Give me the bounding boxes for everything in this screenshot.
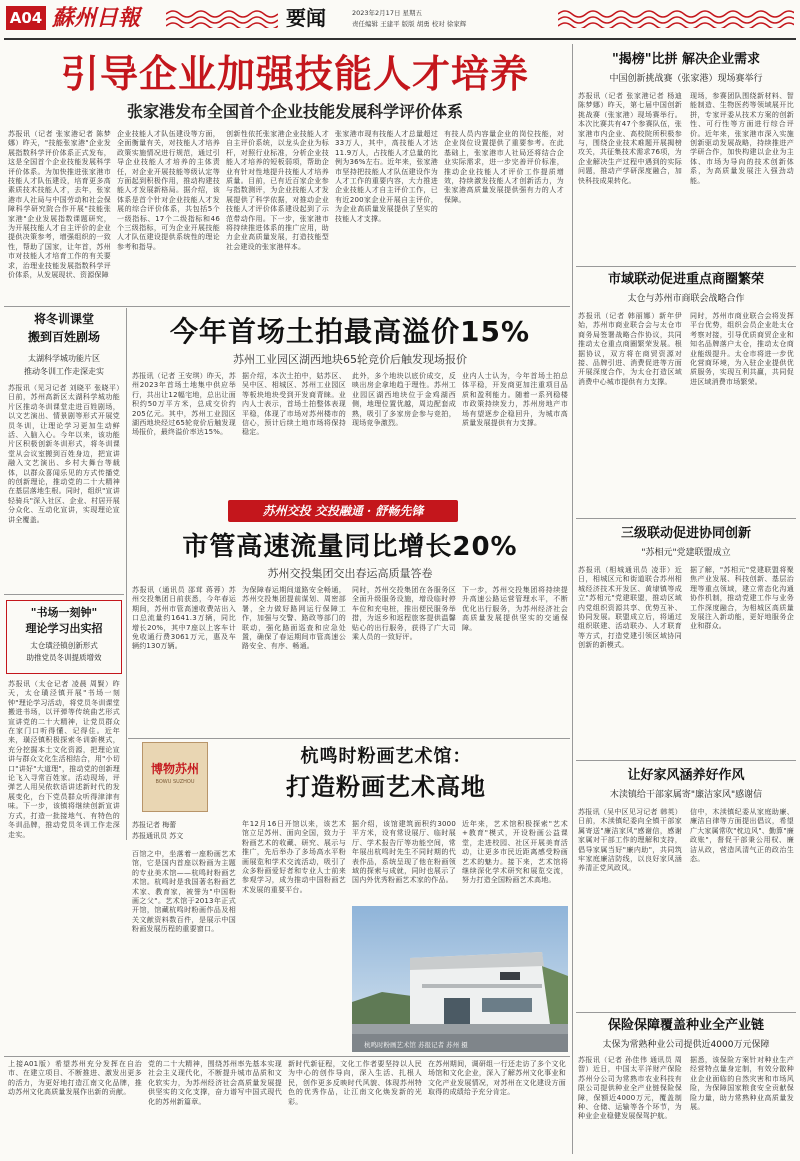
gaosu-col-4: 下一步，苏州交投集团将持续提升高速公路运营管理水平，不断优化出行服务，为苏州经济社会高质量发展提供坚实的交通保障。	[462, 586, 568, 632]
divider	[576, 1012, 796, 1013]
sanji-subtitle: "苏相元"党建联盟成立	[641, 548, 731, 558]
baoxian-title: 保险保障覆盖种业全产业链	[607, 1018, 764, 1033]
footer-col-4: 在苏州期间，调研组一行还走访了多个文化场馆和文化企业，深入了解苏州文化事业和文化产业发展情况，对苏州在文化建设方面取得的成绩给予充分肯定。	[428, 1060, 566, 1097]
fenhua-byline: 苏报记者 梅蕾 苏报通讯员 苏文	[132, 821, 184, 840]
issue-date: 2023年2月17日 星期五	[352, 9, 423, 17]
tudi-title: 今年首场土拍最高溢价15%	[169, 315, 531, 348]
shenghuo-text: 苏报讯（太仓记者 凌晨 周賢）昨天，太仓璜泾镇开展"书场一刻钟"理论学习活动，将党员冬训课堂搬进书场，以评弹等传统曲艺形式宣讲党的二十大精神，让党员群众在家门口听得懂、记得住。近年来，璜泾镇积极探索冬训新模式，充分挖掘本土文化资源，把理论宣讲与群众文化生活相结合，用"小切口"讲好"大道理"，推动党的创新理论飞入寻常百姓家。活动现场，评弹艺人用吴侬软语讲述新时代的发展变化，台下党员群众听得津津有味。下一步，该镇将继续创新宣讲方式，打造一批接地气、有特色的冬训品牌，推动党员冬训工作走深走实。	[8, 680, 120, 839]
wave-ornament	[166, 8, 278, 28]
divider	[4, 1056, 570, 1057]
sanji-title: 三级联动促进协同创新	[620, 526, 751, 541]
story1-col-2: 企业技能人才队伍建设等方面，全面衡量有关，对技能人才培养政策实施情况进行规范，通过引导企业技能人才培养的主体责任，对企业开展技能等级认定等方面起到积极作用，推动构建技能人才发展新格局。据介绍，该体系是首个针对企业技能人才发展的综合评价体系，共包括5个一级指标、17个二级指标和46个三级指标，可为企业开展技能人才队伍建设提供系统性的理论参考和指导。	[117, 130, 220, 251]
jiaotou-banner	[228, 500, 458, 522]
jiangxun-subtitle: 太湖科学城功能片区 推动冬训工作走深走实	[24, 354, 104, 376]
story1-col-4: 张家港市现有技能人才总量超过33万人，其中，高技能人才达11.9万人，占技能人才总量的比例为36%左右。近年来，张家港市坚持把技能人才队伍建设作为人才工作的重要内容，大力推进企业技能人才自主评价工作，已有近200家企业开展自主评价，为企业高质量发展提供了坚实的技能人才支撑。	[335, 130, 438, 223]
footer-col-1: 上接A01版）希望苏州充分发挥在自治市、在建立项目、不断推进、激发出更多的活力，为更好地打造江南文化品牌，推动苏州文化高质量发展作出新的贡献。	[8, 1060, 142, 1097]
story1-col-1: 苏报讯（记者 张家港记者 陈梦娜）昨天，"技能张家港"企业发展指数科学评价体系正式发布，这是全国首个企业技能发展科学评价体系。为加快推进张家港市技能人才队伍建设，培育更多高素质技术技能人才，去年，张家港市人社局与中国劳动和社会保障科学研究院合作开展"技能张家港"企业发展指数课题研究，为开展技能人才自主评价的企业提供决策参考，增强组织的一致性，帮助了国家，让年首，苏州市对技能人才培育工作的有关要求，治理业技能发展指数科学评价体系，从发展现状、资源保障	[8, 130, 111, 280]
divider	[4, 594, 124, 595]
tudi-col-3: 此外，多个地块以底价成交，反映出房企拿地趋于理性。苏州工业园区湖西地块位于金鸡湖西侧，地理位置优越，周边配套成熟，吸引了多家房企参与竞拍，现场竞争激烈。	[352, 372, 456, 428]
bowu-sub: BOWU SUZHOU	[155, 779, 195, 785]
lianjie-col-2: 信中，木渎镇纪委从家庭助廉、廉洁自律等方面提出倡议，希望广大家属常吹"枕边风"、勤算"廉政账"，督促干部秉公用权、廉洁从政，营造风清气正的政治生态。	[690, 808, 794, 864]
divider	[576, 518, 796, 519]
masthead-rule	[4, 38, 796, 40]
banner-text: 苏州交投 交投融通 · 舒畅先锋	[262, 504, 424, 518]
jieban-col-2: 现场，参赛团队围绕新材料、智能制造、生物医药等领域展开比拼，专家评委从技术方案的创新性、可行性等方面进行综合评价。近年来，张家港市深入实施创新驱动发展战略，持续推进产学研合作，加快构建以企业为主体、市场为导向的技术创新体系，为高质量发展注入强劲动能。	[690, 92, 794, 185]
shenghuo-title: "书场一刻钟" 理论学习出实招	[25, 606, 103, 635]
gaosu-col-1: 苏报讯（通讯员 邵茸 蒋蓉）苏州交投集团日前获悉，今年春运期间，苏州市管高速收费站出入口总流量约1641.3万辆，同比增长20%，其中7座以上客车计免收通行费3061万元，惠及车辆约130万辆。	[132, 586, 236, 651]
gaosu-col-2: 为保障春运期间道路安全畅通，苏州交投集团提前谋划、周密部署，全力做好路网运行保障工作，加强与交警、路政等部门的联动，强化路面巡查和应急处置，确保了春运期间市管高速公路安全、有序、畅通。	[242, 586, 346, 651]
divider	[128, 738, 570, 739]
shenghuo-title-box	[6, 600, 122, 674]
baoxian-subtitle: 太保为常熟种业公司提供近4000万元保障	[602, 1040, 770, 1050]
fenhua-col-3: 据介绍，该馆建筑面积约3000平方米，设有常设展厅、临时展厅、学术报告厅等功能空间，常年展出杭鸣时先生不同时期的代表作品，系统呈现了他在粉画领域的探索与成就，同时也展示了国内外优秀粉画艺术家的作品。	[352, 820, 456, 885]
jieban-subtitle: 中国创新挑战赛（张家港）现场赛举行	[609, 74, 763, 84]
shichang-title: 市域联动促进重点商圈繁荣	[607, 272, 764, 287]
jiangxun-title: 将冬训课堂 搬到百姓剧场	[27, 312, 100, 344]
editor-credits: 责任编辑 王建平 版版 胡勇 校对 徐家辉	[352, 20, 467, 28]
museum-photo	[352, 906, 568, 1052]
photo-caption: 杭鸣时粉画艺术馆 苏报记者 苏州 摄	[364, 1041, 468, 1049]
story1-col-3: 创新性依托张家港企业技能人才自主评价系统，以龙头企业为标杆，对照行业标准，分析企业技能人才培养的短板弱项，帮助企业有针对性地提升技能人才培养质量。目前，已有近百家企业参与指数测评，为企业技能人才发展提供了科学依据，对推动企业技能人才评价体系建设起到了示范带动作用。下一步，张家港市将持续推进体系的推广应用，助力企业高质量发展，打造技能型社会建设的张家港样本。	[226, 130, 329, 251]
footer-col-2: 党的二十大精神，围绕苏州率先基本实现社会主义现代化，不断提升城市品质和文化软实力，为苏州经济社会高质量发展提供坚实的文化支撑，奋力谱写中国式现代化的苏州新篇章。	[148, 1060, 282, 1106]
fenhua-title2: 打造粉画艺术高地	[286, 773, 486, 801]
fenhua-col-1: 百馆之中，坐落着一座粉画艺术馆，它是国内首座以粉画为主题的专业美术馆——杭鸣时粉画艺术馆。杭鸣时是我国著名粉画艺术家、教育家，被誉为"中国粉画之父"。艺术馆于2013年正式开馆，馆藏杭鸣时粉画作品及相关文献资料数百件，是展示中国粉画发展历程的重要窗口。	[132, 850, 236, 934]
footer-col-3: 新时代新征程，文化工作者要坚持以人民为中心的创作导向，深入生活、扎根人民，创作更多反映时代风貌、体现苏州特色的优秀作品，让江南文化焕发新的光彩。	[288, 1060, 422, 1106]
jieban-title: "揭榜"比拼 解决企业需求	[611, 52, 761, 67]
sanji-col-2: 据了解，"苏相元"党建联盟将聚焦产业发展、科技创新、基层治理等重点领域，建立常态化沟通协作机制，推动党建工作与业务工作深度融合，为相城区高质量发展注入新动能，更好地服务企业和群众。	[690, 566, 794, 631]
lianjie-col-1: 苏报讯（吴中区见习记者 韩英）日前，木渎镇纪委向全镇干部家属寄送"廉洁家风"感谢信，感谢家属对干部工作的理解和支持，倡导家属当好"廉内助"，共同筑牢家庭廉洁防线，以良好家风涵养清正党风政风。	[578, 808, 682, 873]
gaosu-col-3: 同时，苏州交投集团在各服务区全面升级服务设施，增设临时停车位和充电桩，推出便民服务举措，为返乡和返程旅客提供温馨贴心的出行服务，获得了广大司乘人员的一致好评。	[352, 586, 456, 642]
bowu-kicker	[142, 742, 208, 812]
divider	[576, 760, 796, 761]
section-name: 要闻	[286, 6, 326, 30]
shichang-col-1: 苏报讯（记者 韩丽娜）新年伊始，苏州市商业联合会与太仓市商务局签署战略合作协议，共同推动太仓重点商圈繁荣发展。根据协议，双方将在商贸资源对接、品牌引进、消费促进等方面开展深度合作，为太仓打造区域消费中心城市提供有力支撑。	[578, 312, 682, 386]
museum-photo-image	[352, 906, 568, 1052]
tudi-col-2: 据介绍，本次土拍中，姑苏区、吴中区、相城区、苏州工业园区等板块地块受到开发商青睐。业内人士表示，首场土拍整体表现平稳，体现了市场对苏州楼市的信心，预计后续土地市场将保持稳定。	[242, 372, 346, 437]
jiangxun-text: 苏报讯（见习记者 刘晓平 张晓平）日前，苏州高新区太湖科学城功能片区推动冬训课堂走进百姓剧场，以文艺演出、情景剧等形式开展党员冬训，让理论学习更加生动鲜活、入脑入心。今年以来，该功能片区积极创新冬训形式，将冬训课堂从会议室搬到百姓身边，把宣讲融入文艺演出、乡村大舞台等载体，以群众喜闻乐见的方式传播党的创新理论，推动党的二十大精神在基层落地生根。同时，组织"宣讲轻骑兵"深入社区、企业、村居开展分众化、互动化宣讲，实现理论宣讲全覆盖。	[8, 384, 120, 524]
lianjie-title: 让好家风涵养好作风	[627, 768, 745, 783]
gaosu-subtitle: 苏州交投集团交出春运高质量答卷	[267, 567, 433, 580]
divider	[576, 266, 796, 267]
story1-subtitle: 张家港发布全国首个企业技能发展科学评价体系	[126, 102, 463, 121]
page-code: A04	[6, 6, 46, 30]
lianjie-subtitle: 木渎镇给干部家属寄"廉洁家风"感谢信	[609, 790, 763, 800]
divider	[4, 306, 570, 307]
tudi-col-4: 业内人士认为，今年首场土拍总体平稳，开发商更加注重项目品质和盈利能力。随着一系列稳楼市政策持续发力，苏州房地产市场有望逐步企稳回升，为城市高质量发展提供有力支撑。	[462, 372, 568, 428]
story1-col-5: 有技人员内容量企业的岗位技能，对企业岗位设置提供了重要参考。在此基础上，张家港市人社局还将结合企业实际需求，进一步完善评价标准，推动企业技能人才评价工作提质增效，持续激发技能人才创新活力，为张家港高质量发展提供强有力的人才保障。	[444, 130, 564, 204]
jieban-col-1: 苏报讯（记者 张家港记者 杨迪 陈梦娜）昨天，第七届中国创新挑战赛（张家港）现场赛举行。本次比赛共有47个参赛队伍，张家港市内企业、高校院所积极参与，围绕企业技术难题开展揭榜攻关，共征集技术需求76项，为企业解决生产过程中遇到的实际问题，推动产学研深度融合，加快科技成果转化。	[578, 92, 682, 185]
tudi-col-1: 苏报讯（记者 王安琪）昨天，苏州2023年首场土地集中供应举行，共出让12幅宅地，总出让面积约50万平方米，总成交价约205亿元。其中，苏州工业园区湖西地块经过65轮竞价后触发现场报价，最终溢价率达15%。	[132, 372, 236, 437]
paper-name: 蘇州日報	[52, 5, 141, 31]
sanji-col-1: 苏报讯（相城通讯员 凌菲）近日，相城区元和街道联合苏州相城经济技术开发区、黄埭镇等成立"苏相元"党建联盟，推动区域内党组织资源共享、优势互补、协同发展。联盟成立后，将通过组织联建、活动联办、人才联育等方式，打造党建引领区域协同创新的新模式。	[578, 566, 682, 650]
shichang-subtitle: 太仓与苏州市商联会战略合作	[627, 294, 745, 304]
shichang-col-2: 同时，苏州市商业联合会将发挥平台优势，组织会员企业赴太仓考察对接，引导优质商贸企业和知名品牌落户太仓，推动太仓商业能级提升。太仓市将进一步优化营商环境，为入驻企业提供优质服务，实现互利共赢，共同促进区域消费市场繁荣。	[690, 312, 794, 386]
divider	[126, 308, 127, 840]
story1-title: 引导企业加强技能人才培养	[60, 52, 529, 96]
wave-ornament-right	[558, 8, 794, 28]
baoxian-col-2: 据悉，该保险方案针对种业生产经营特点量身定制，有效分散种业企业面临的自然灾害和市场风险，为保障国家粮食安全贡献保险力量，助力常熟种业高质量发展。	[690, 1056, 794, 1112]
shenghuo-subtitle: 太仓璜泾镇创新形式 助推党员冬训提质增效	[26, 641, 102, 662]
fenhua-title: 杭鸣时粉画艺术馆：	[300, 746, 472, 767]
tudi-subtitle: 苏州工业园区湖西地块65轮竞价后触发现场报价	[233, 353, 467, 366]
fenhua-col-4: 近年来，艺术馆积极探索"艺术+教育"模式，开设粉画公益课堂，走进校园、社区开展美育活动，让更多市民近距离感受粉画艺术的魅力。接下来，艺术馆将继续深化学术研究和展览交流，努力打造全国粉画艺术高地。	[462, 820, 568, 885]
gaosu-title: 市管高速流量同比增长20%	[182, 532, 518, 562]
fenhua-col-2: 年12月16日开馆以来，该艺术馆立足苏州、面向全国，致力于粉画艺术的收藏、研究、展示与推广，先后举办了多场高水平粉画展览和学术交流活动，吸引了众多粉画爱好者和专业人士前来参观学习，成为推动中国粉画艺术发展的重要平台。	[242, 820, 346, 894]
divider-right-column	[572, 44, 573, 1154]
baoxian-col-1: 苏报讯（记者 孙佳伟 通讯员 周智）近日，中国太平洋财产保险苏州分公司为常熟市农业科技有限公司提供种业全产业链保险保障，保额近4000万元，覆盖制种、仓储、运输等各个环节，为种业企业稳健发展保驾护航。	[578, 1056, 682, 1121]
bowu-label: 博物苏州	[150, 762, 199, 776]
masthead	[0, 0, 800, 38]
